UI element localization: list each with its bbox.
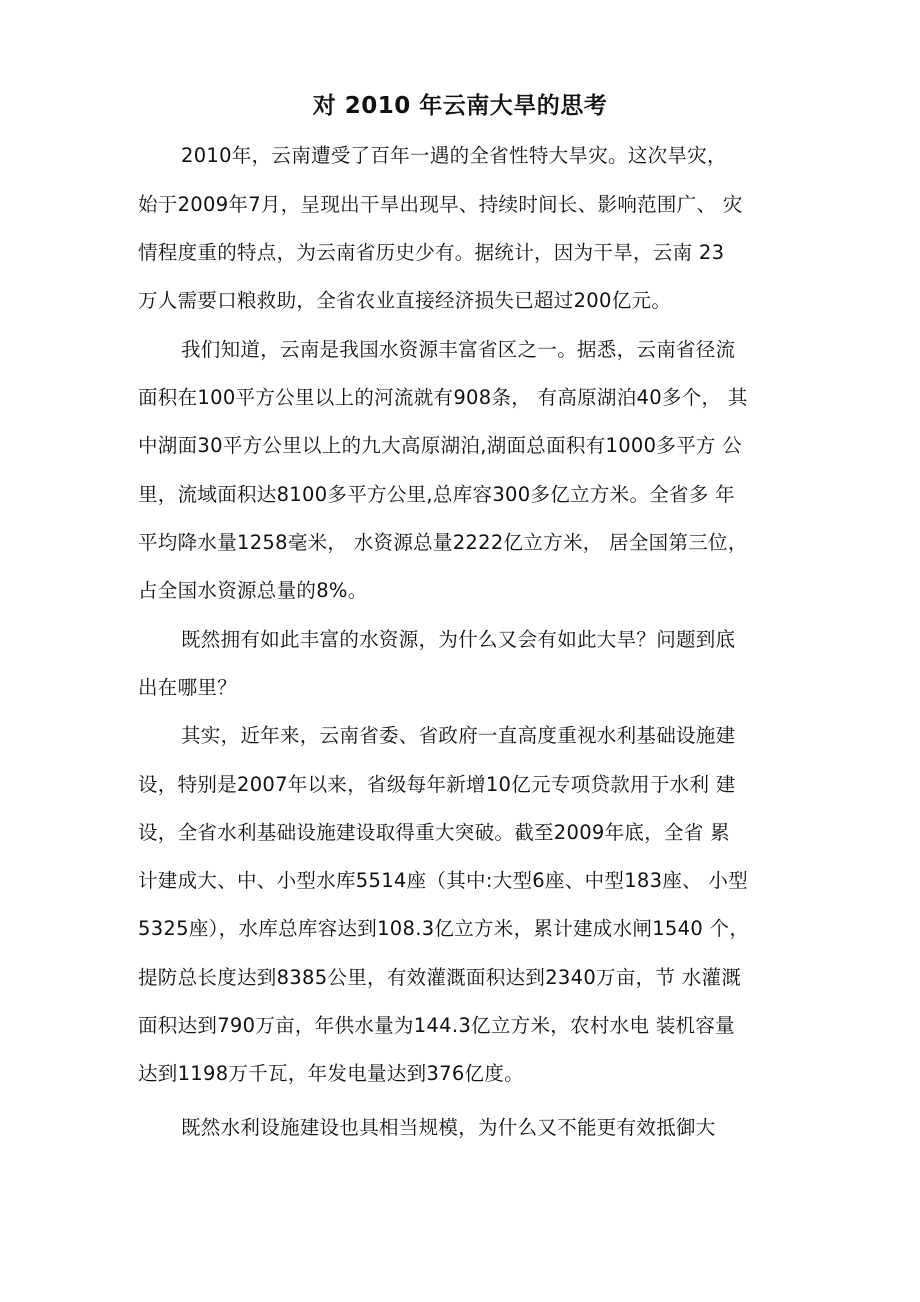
text-line: 提防总长度达到8385公里，有效灌溉面积达到2340万亩，节 水灌溉 [138, 966, 742, 989]
text-line: 面积达到790万亩，年供水量为144.3亿立方米，农村水电 装机容量 [138, 1014, 735, 1037]
text-line: 占全国水资源总量的8%。 [138, 579, 368, 602]
text-line: 既然拥有如此丰富的水资源，为什么又会有如此大旱？问题到底 [181, 628, 736, 651]
text-line: 始于2009年7月，呈现出干旱出现早、持续时间长、影响范围广、 灾 [138, 193, 743, 216]
text-line: 2010年，云南遭受了百年一遇的全省性特大旱灾。这次旱灾， [181, 144, 727, 167]
text-line: 设，特别是2007年以来，省级每年新增10亿元专项贷款用于水利 建 [138, 773, 736, 796]
text-line: 面积在100平方公里以上的河流就有908条， 有高原湖泊40多个， 其 [138, 386, 748, 409]
text-line: 平均降水量1258毫米， 水资源总量2222亿立方米， 居全国第三位， [138, 531, 748, 554]
text-line: 5325座），水库总库容达到108.3亿立方米，累计建成水闸1540 个， [138, 917, 750, 940]
text-line: 设，全省水利基础设施建设取得重大突破。截至2009年底，全省 累 [138, 821, 730, 844]
text-line: 计建成大、中、小型水库5514座（其中:大型6座、中型183座、 小型 [138, 869, 749, 892]
text-line: 情程度重的特点，为云南省历史少有。据统计，因为干旱，云南 23 [138, 241, 725, 264]
text-line: 里，流域面积达8100多平方公里,总库容300多亿立方米。全省多 年 [138, 483, 735, 506]
text-line: 出在哪里？ [138, 676, 238, 699]
text-line: 我们知道，云南是我国水资源丰富省区之一。据悉，云南省径流 [181, 338, 736, 361]
text-line: 万人需要口粮救助，全省农业直接经济损失已超过200亿元。 [138, 289, 672, 312]
document-title: 对 2010 年云南大旱的思考 [312, 93, 608, 119]
text-line: 既然水利设施建设也具相当规模，为什么又不能更有效抵御大 [181, 1116, 716, 1139]
text-line: 中湖面30平方公里以上的九大高原湖泊,湖面总面积有1000多平方 公 [138, 434, 743, 457]
text-line: 达到1198万千瓦，年发电量达到376亿度。 [138, 1062, 524, 1085]
text-line: 其实，近年来，云南省委、省政府一直高度重视水利基础设施建 [181, 724, 736, 747]
